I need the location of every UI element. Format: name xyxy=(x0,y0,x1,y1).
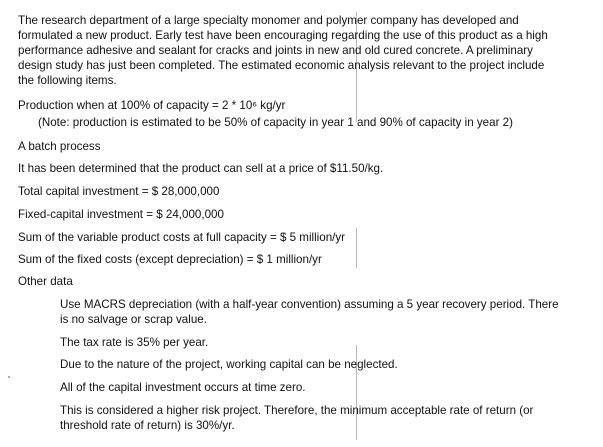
variable-product-costs: Sum of the variable product costs at full capacity = $ 5 million/yr xyxy=(18,231,346,244)
intro-line-5: the following items. xyxy=(18,74,117,87)
batch-process: A batch process xyxy=(18,140,101,153)
intro-line-4: design study has just been completed. The estimated economic analysis relevant to the project include xyxy=(18,59,545,72)
working-capital: Due to the nature of the project, working capital can be neglected. xyxy=(60,358,398,371)
risk-line-1: This is considered a higher risk project. Therefore, the minimum acceptable rate of return (or xyxy=(60,404,534,417)
capital-at-time-zero: All of the capital investment occurs at time zero. xyxy=(60,381,306,394)
total-capital-investment: Total capital investment = $ 28,000,000 xyxy=(18,185,220,198)
production-note: (Note: production is estimated to be 50% of capacity in year 1 and 90% of capacity in year 2) xyxy=(38,116,513,129)
macrs-line-1: Use MACRS depreciation (with a half-year convention) assuming a 5 year recovery period. There xyxy=(60,298,559,311)
fixed-capital-investment: Fixed-capital investment = $ 24,000,000 xyxy=(18,208,224,221)
intro-line-1: The research department of a large specialty monomer and polymer company has developed and xyxy=(18,14,519,27)
macrs-line-2: is no salvage or scrap value. xyxy=(60,313,207,326)
tax-rate: The tax rate is 35% per year. xyxy=(60,336,209,349)
intro-line-3: performance adhesive and sealant for cracks and joints in new and old cured concrete. A preliminary xyxy=(18,44,533,57)
other-data-heading: Other data xyxy=(18,275,73,288)
scan-artifact-dot xyxy=(8,376,10,378)
intro-line-2: formulated a new product. Early test have been encouraging regarding the use of this product as a high xyxy=(18,29,548,42)
production-capacity: Production when at 100% of capacity = 2 * 10⁶ kg/yr xyxy=(18,99,286,112)
risk-line-2: threshold rate of return) is 30%/yr. xyxy=(60,419,235,432)
selling-price: It has been determined that the product can sell at a price of $11.50/kg. xyxy=(18,162,384,175)
fixed-costs: Sum of the fixed costs (except depreciation) = $ 1 million/yr xyxy=(18,253,322,266)
scan-artifact-line xyxy=(356,228,357,268)
